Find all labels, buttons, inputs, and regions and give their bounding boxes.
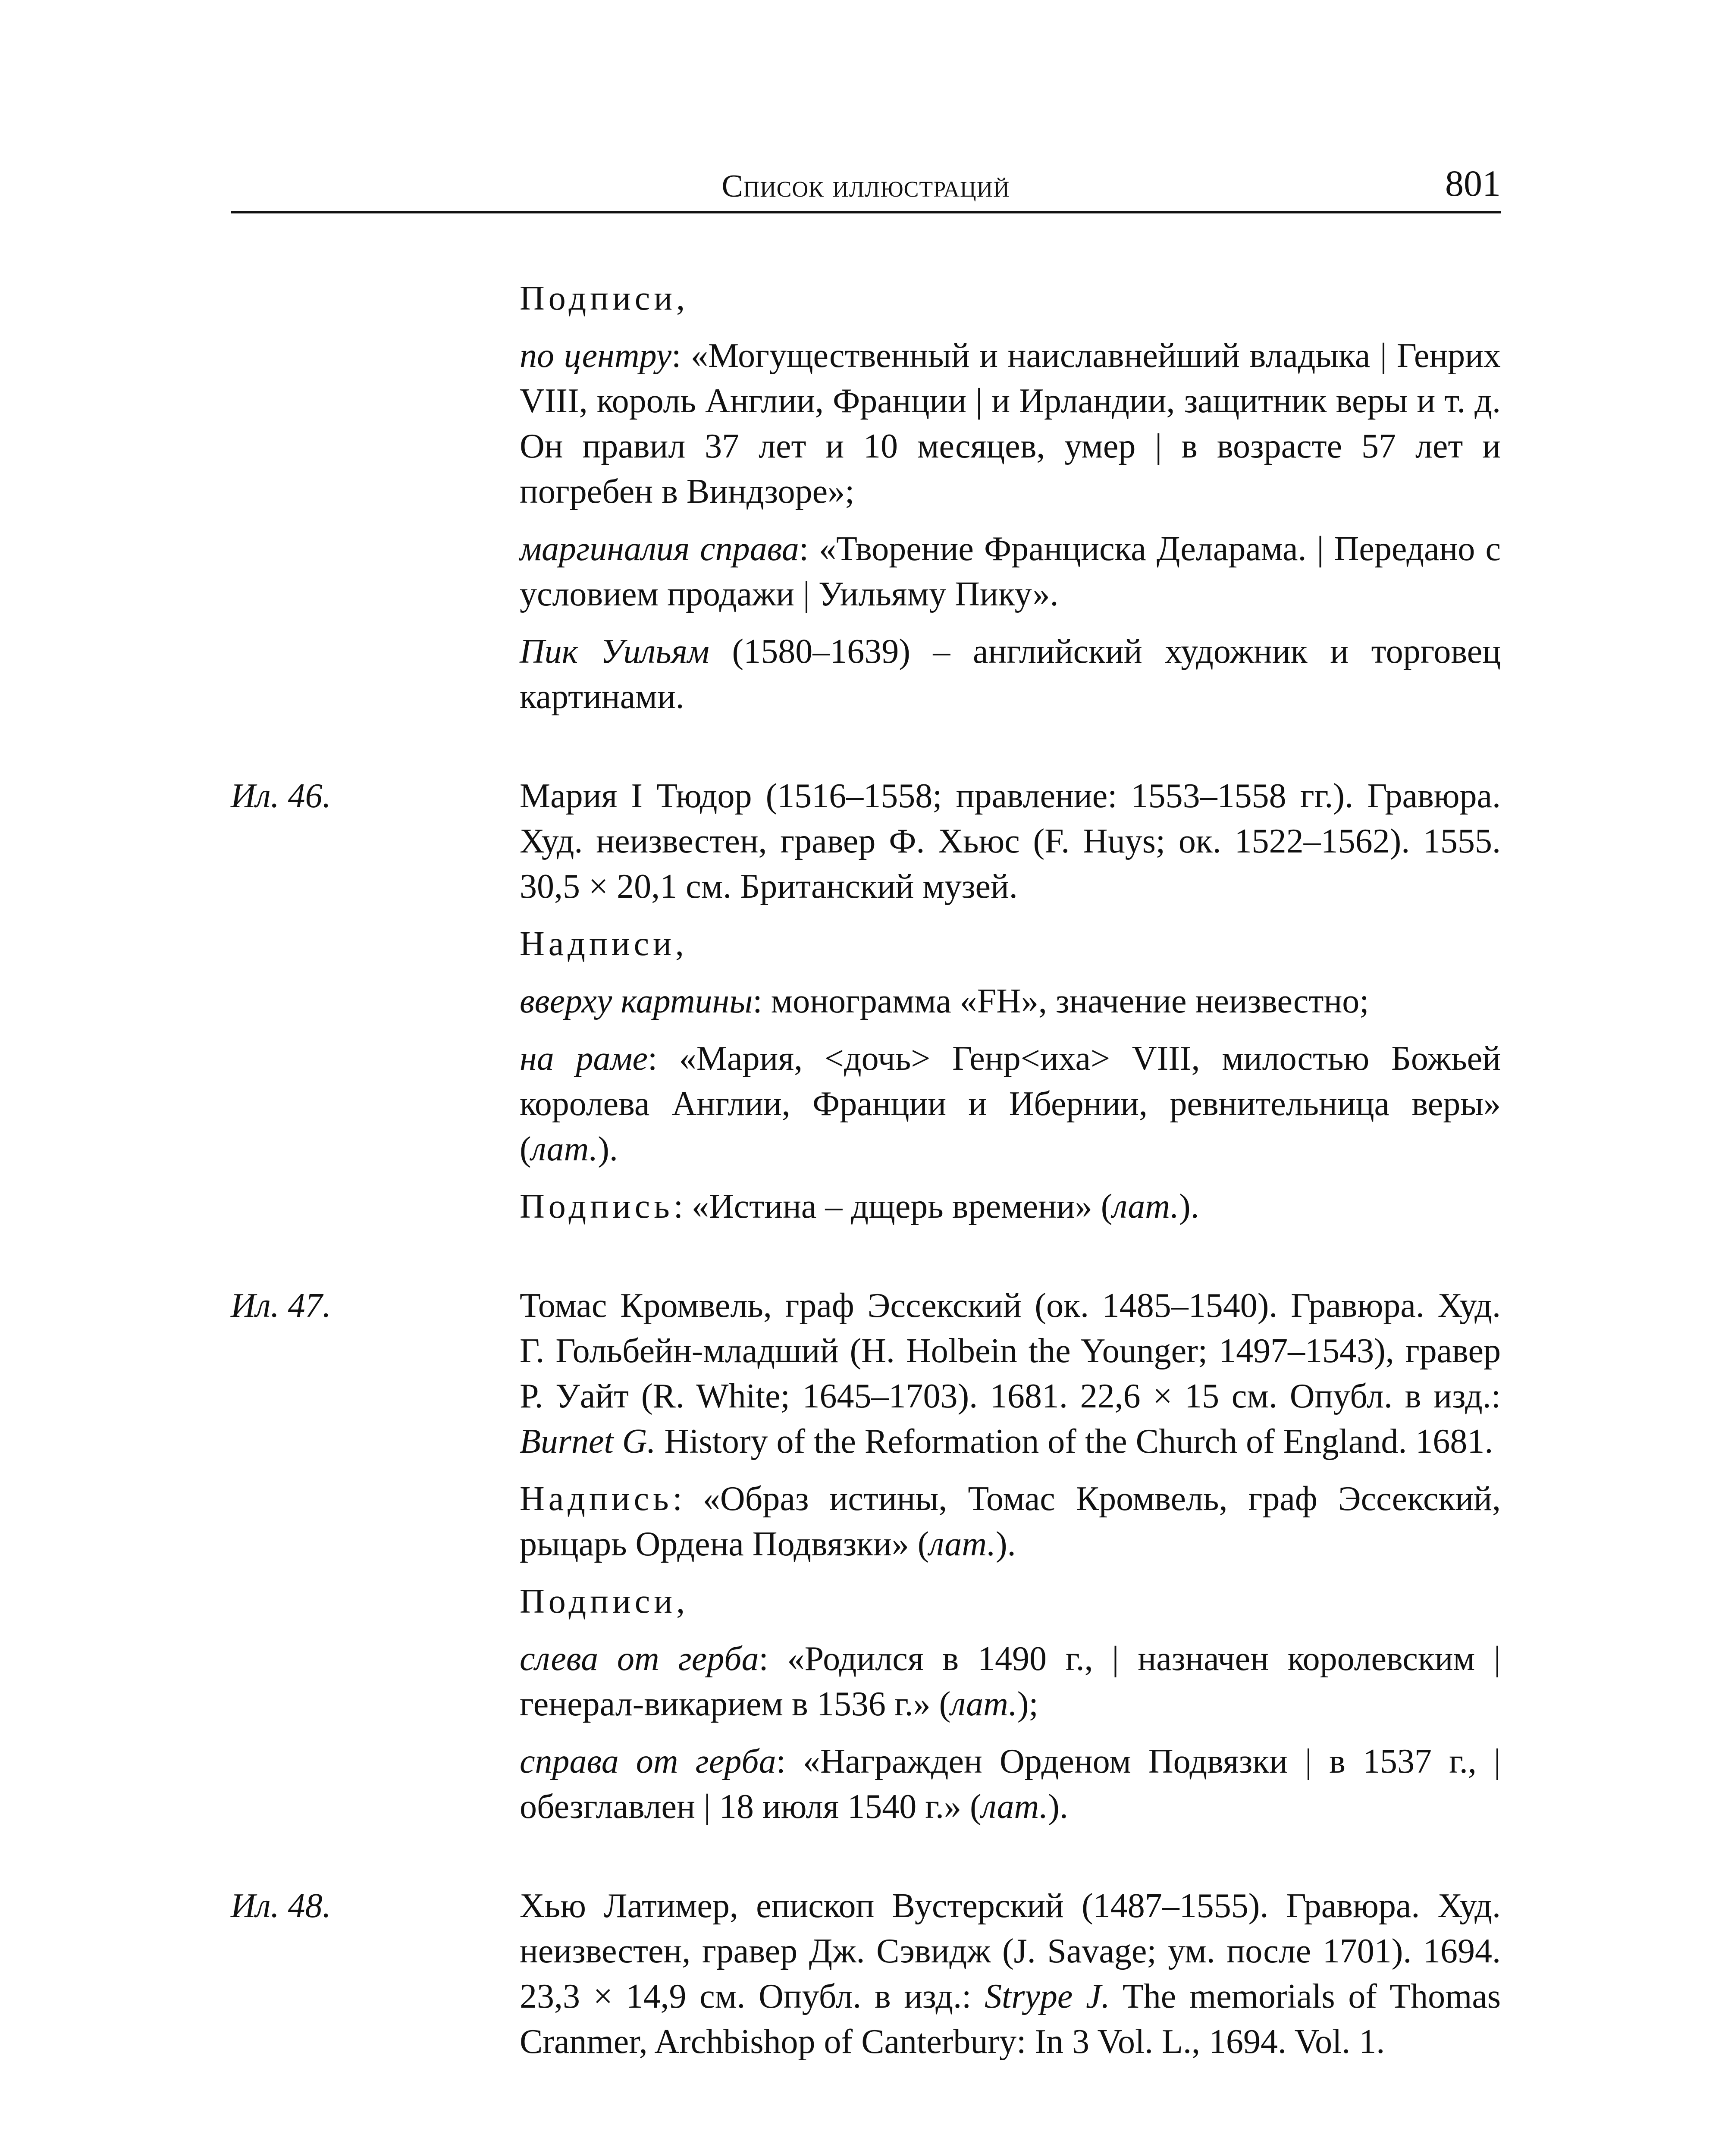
italic-text: Пик Уильям	[520, 633, 709, 671]
italic-text: вверху картины	[520, 982, 753, 1020]
illustration-number: Ил. 48.	[231, 1887, 331, 1925]
body-text: : «Истина – дщерь времени» (	[673, 1188, 1113, 1225]
illustration-entry	[231, 774, 1501, 1229]
spaced-heading-text: Надпись	[520, 1480, 673, 1518]
page-number: 801	[1445, 163, 1501, 204]
italic-text: лат.	[981, 1788, 1048, 1826]
body-text: (1580–1639) – английский художник и торговец картинами.	[520, 633, 1501, 716]
body-text: : «Образ истины, Томас Кромвель, граф Эссекский, рыцарь Ордена Подвязки» (	[520, 1480, 1501, 1563]
body-text: : «Могущественный и наиславнейший владыка | Генрих VIII, король Англии, Франции | и Ирландии, защитник веры и т. д. Он правил 37 лет и 10 месяцев, умер | в возрасте 57 лет и погребен в Виндзоре»;	[520, 337, 1501, 511]
body-text: );	[1017, 1685, 1038, 1723]
entry-paragraph	[520, 1739, 1501, 1830]
italic-text: лат.	[950, 1685, 1017, 1723]
entry-paragraph	[520, 774, 1501, 909]
body-text: ).	[598, 1130, 618, 1168]
body-text: ).	[996, 1525, 1016, 1563]
body-text: Мария I Тюдор (1516–1558; правление: 1553–1558 гг.). Гравюра. Худ. неизвестен, гравер Ф. Хьюс (F. Huys; ок. 1522–1562). 1555. 30,5 × 20,1 см. Британский музей.	[520, 777, 1501, 906]
italic-text: Burnet G.	[520, 1423, 656, 1460]
body-text: The memorials of Thomas Cranmer, Archbishop of Canterbury: In 3 Vol. L., 1694. Vol. 1.	[520, 1977, 1501, 2061]
body-text: : «Мария, <дочь> Генр<иха> VIII, милостью Божьей королева Англии, Франции и Ибернии, ревнительница веры» (	[520, 1040, 1501, 1168]
body-text: ).	[1179, 1188, 1199, 1225]
spaced-heading-text: Подпись	[520, 1188, 674, 1225]
body-text: Томас Кромвель, граф Эссекский (ок. 1485–1540). Гравюра. Худ. Г. Гольбейн-младший (H. Holbein the Younger; 1497–1543), гравер Р. Уайт (R. White; 1645–1703). 1681. 22,6 × 15 см. Опубл. в изд.:	[520, 1287, 1501, 1415]
illustration-entry	[231, 1883, 1501, 2065]
italic-text: справа от герба	[520, 1742, 776, 1780]
illustration-entry	[231, 276, 1501, 720]
italic-text: лат.	[929, 1525, 996, 1563]
body-text: : «Творение Франциска Деларама. | Передано с условием продажи | Уильяму Пику».	[520, 530, 1501, 613]
entry-paragraph	[520, 1883, 1501, 2065]
body-text: ).	[1048, 1788, 1068, 1826]
illustration-entry	[231, 1283, 1501, 1830]
spaced-heading-text: Надписи,	[520, 925, 688, 963]
entry-paragraph	[520, 526, 1501, 617]
entry-paragraph	[520, 629, 1501, 720]
body-text: Хью Латимер, епископ Вустерский (1487–1555). Гравюра. Худ. неизвестен, гравер Дж. Сэвидж (J. Savage; ум. после 1701). 1694. 23,3 × 14,9 см. Опубл. в изд.:	[520, 1887, 1501, 2015]
running-header	[231, 160, 1501, 213]
entry-paragraph	[520, 921, 1501, 967]
running-title: Список иллюстраций	[721, 169, 1010, 204]
entry-paragraph	[520, 333, 1501, 514]
body-text: History of the Reformation of the Church of England. 1681.	[656, 1423, 1493, 1460]
italic-text: Strype J.	[985, 1977, 1110, 2015]
illustration-list	[231, 276, 1501, 2118]
entry-paragraph	[520, 979, 1501, 1024]
italic-text: лат.	[531, 1130, 598, 1168]
italic-text: слева от герба	[520, 1640, 759, 1678]
entry-paragraph	[520, 1476, 1501, 1567]
illustration-number: Ил. 47.	[231, 1287, 331, 1325]
italic-text: маргиналия справа	[520, 530, 799, 568]
spaced-heading-text: Подписи,	[520, 1583, 689, 1620]
body-text: : «Родился в 1490 г., | назначен королевским | генерал-викарием в 1536 г.» (	[520, 1640, 1501, 1723]
entry-paragraph	[520, 1636, 1501, 1727]
illustration-number: Ил. 46.	[231, 777, 331, 815]
spaced-heading-text: Подписи,	[520, 279, 689, 317]
entry-paragraph	[520, 1036, 1501, 1172]
italic-text: лат.	[1112, 1188, 1179, 1225]
entry-paragraph	[520, 276, 1501, 321]
body-text: : монограмма «FH», значение неизвестно;	[753, 982, 1369, 1020]
italic-text: по центру	[520, 337, 672, 375]
entry-paragraph	[520, 1579, 1501, 1624]
italic-text: на раме	[520, 1040, 648, 1078]
entry-paragraph	[520, 1283, 1501, 1464]
body-text: : «Награжден Орденом Подвязки | в 1537 г., | обезглавлен | 18 июля 1540 г.» (	[520, 1742, 1501, 1826]
entry-paragraph	[520, 1184, 1501, 1229]
